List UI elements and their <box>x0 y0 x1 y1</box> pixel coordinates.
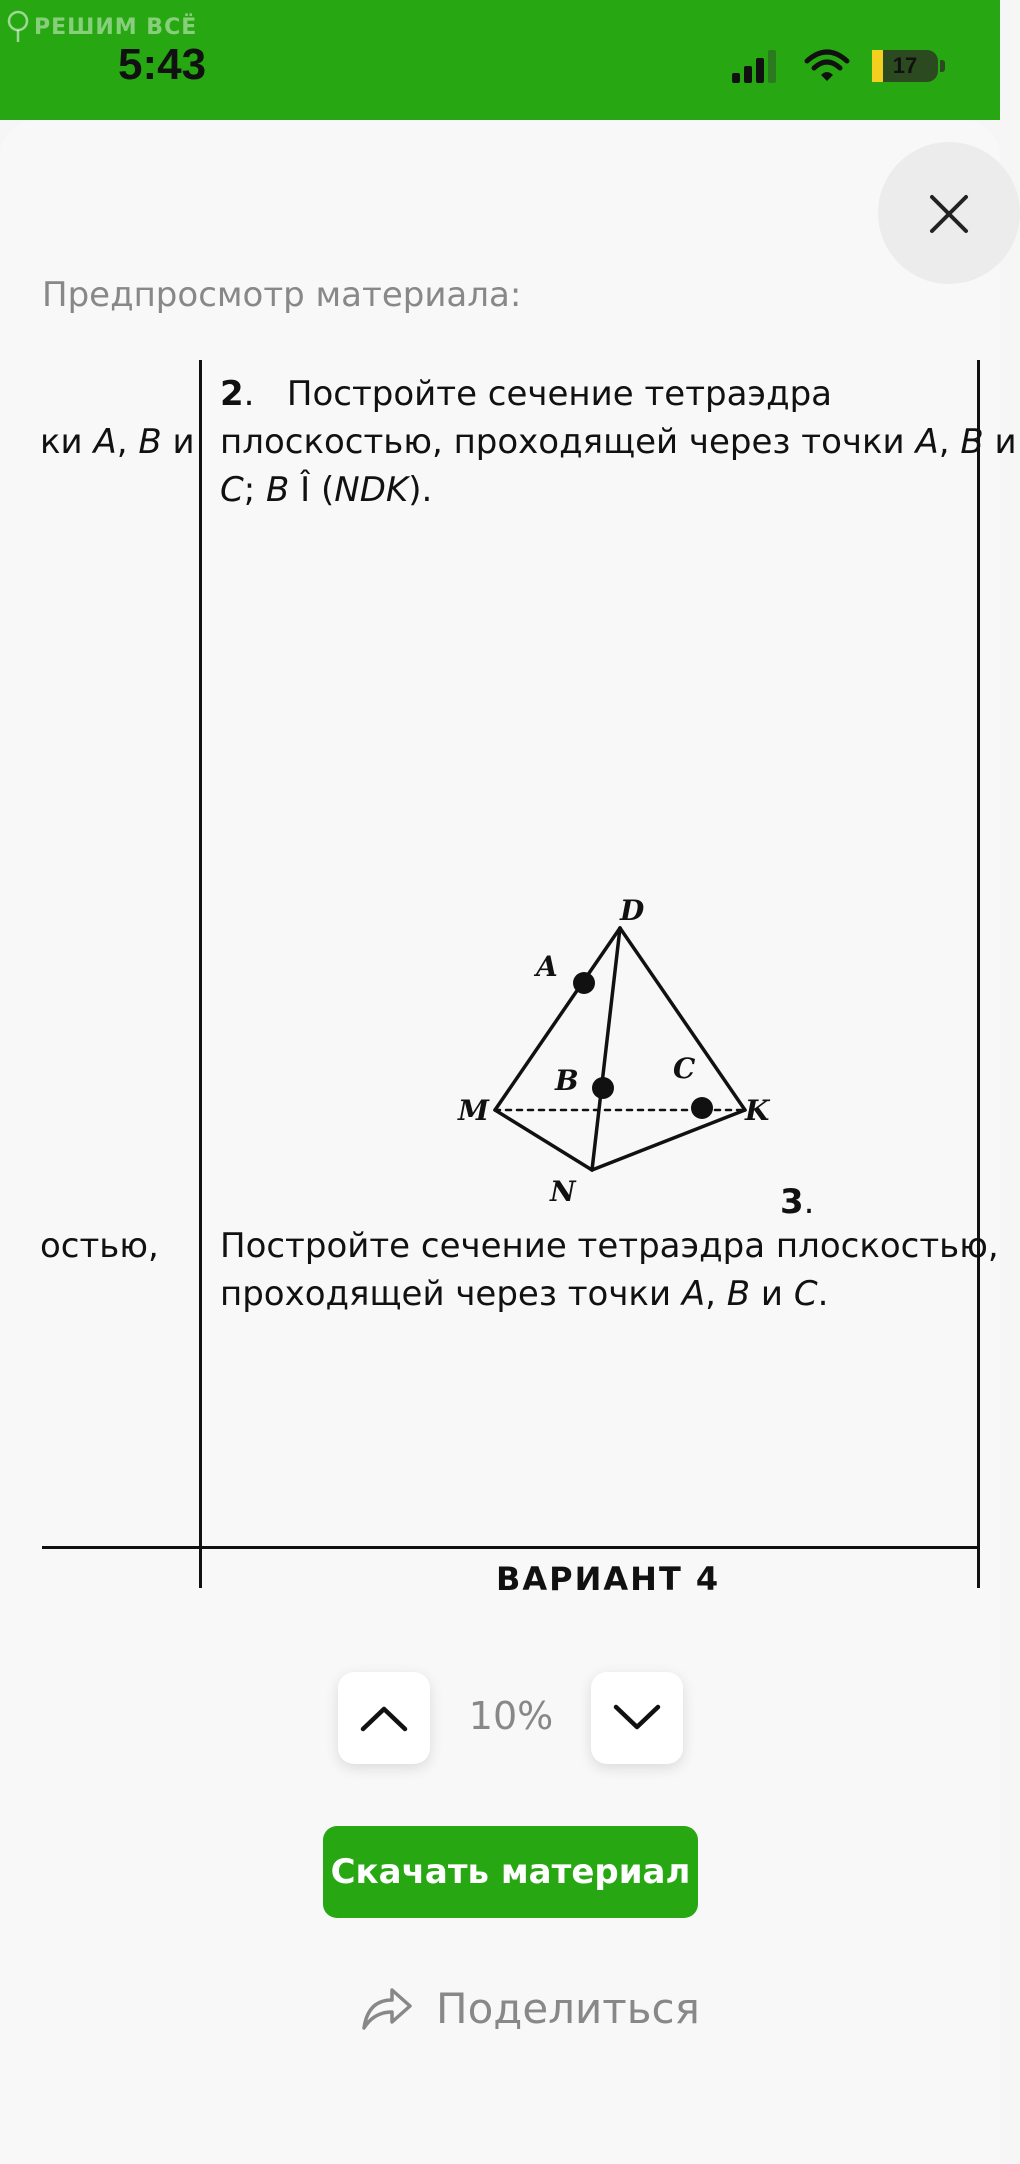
battery <box>872 50 938 82</box>
watermark <box>6 10 197 44</box>
watermark-text: РЕШИМ ВСЁ <box>34 14 198 40</box>
close-icon <box>878 142 1020 284</box>
signal-icon <box>730 49 782 83</box>
task2-line3: C; B Î (NDK). <box>220 470 433 510</box>
label-b: B <box>555 1064 579 1097</box>
share-button[interactable] <box>360 1978 700 2038</box>
download-button[interactable]: Скачать материал <box>323 1826 698 1918</box>
battery-level: 17 <box>892 53 918 78</box>
left-col-fragment-2: остью, <box>40 1226 159 1266</box>
next-variant-heading: ВАРИАНТ 4 <box>496 1560 721 1598</box>
status-bar <box>0 0 1000 120</box>
point-a <box>573 972 595 994</box>
task2-line2: плоскостью, проходящей через точки A, B и <box>220 422 1017 462</box>
page-down-button[interactable] <box>591 1672 683 1764</box>
label-k: K <box>745 1094 770 1127</box>
share-icon <box>360 1984 414 2032</box>
chevron-down-icon <box>612 1703 662 1733</box>
status-icons <box>730 46 945 86</box>
chevron-up-icon <box>359 1703 409 1733</box>
table-row-divider <box>42 1546 980 1549</box>
tetrahedron-figure <box>420 880 840 1210</box>
close-button[interactable] <box>878 142 1020 284</box>
label-n: N <box>550 1175 576 1208</box>
label-d: D <box>620 894 645 927</box>
left-col-fragment-1: ки A, B и <box>40 422 195 462</box>
battery-icon <box>872 50 945 82</box>
lightbulb-icon <box>6 10 30 44</box>
task3-number: 3. <box>780 1182 815 1222</box>
preview-title: Предпросмотр материала: <box>42 275 522 315</box>
clock: 5:43 <box>118 40 207 89</box>
point-c <box>691 1097 713 1119</box>
label-a: A <box>536 950 558 983</box>
wifi-icon <box>804 49 850 83</box>
label-c: C <box>673 1052 696 1085</box>
point-b <box>592 1077 614 1099</box>
task3-line1: Постройте сечение тетраэдра плоскостью, <box>220 1226 999 1266</box>
share-label: Поделиться <box>436 1983 700 2033</box>
table-divider-left <box>199 360 202 1588</box>
battery-cap <box>940 60 945 72</box>
table-divider-right <box>977 360 980 1588</box>
zoom-level: 10% <box>468 1694 554 1738</box>
page-up-button[interactable] <box>338 1672 430 1764</box>
document-preview[interactable] <box>0 360 1017 1598</box>
task2-line1: 2. Постройте сечение тетраэдра <box>220 374 833 414</box>
label-m: M <box>458 1094 489 1127</box>
task3-line2: проходящей через точки A, B и C. <box>220 1274 829 1314</box>
